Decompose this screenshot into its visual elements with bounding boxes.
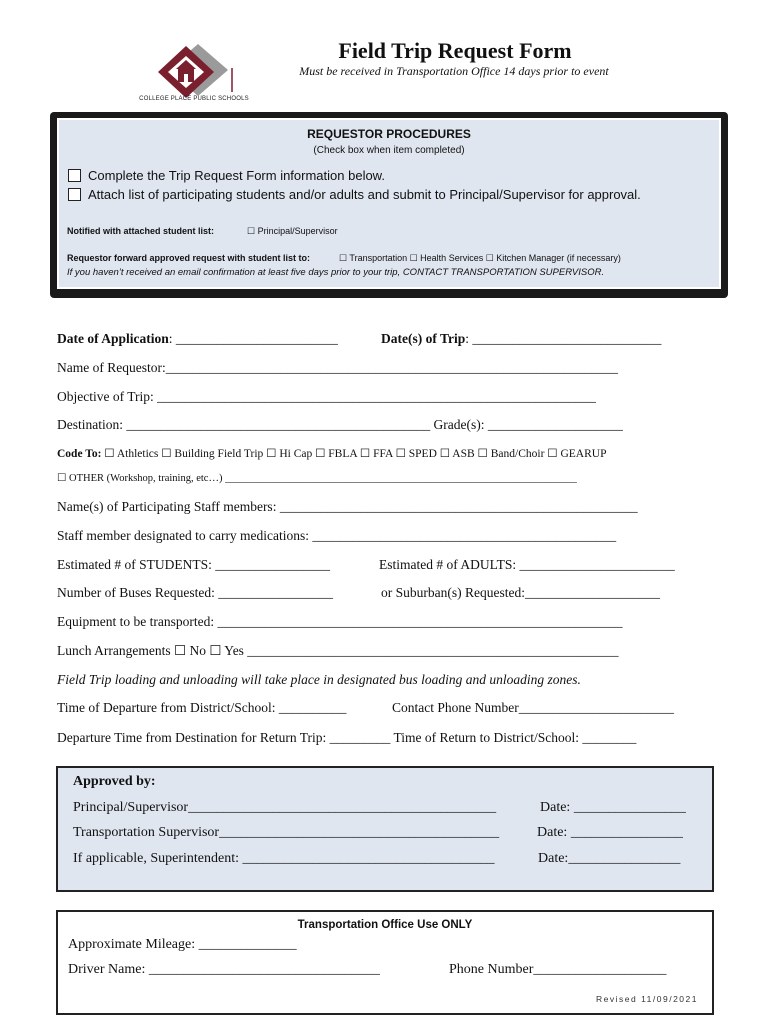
page-title: Field Trip Request Form bbox=[338, 38, 572, 63]
requestor-name-field[interactable]: Name of Requestor:___________________________________________________________________ bbox=[57, 360, 618, 375]
dates-of-trip-field[interactable] bbox=[381, 331, 661, 347]
transportation-signature-field[interactable]: Transportation Supervisor________________________________________ bbox=[73, 825, 500, 840]
date-of-application-label: Date of Application bbox=[57, 331, 169, 346]
loading-zone-note: Field Trip loading and unloading will take place in designated bus loading and unloading zones. bbox=[57, 672, 581, 687]
equipment-field[interactable]: Equipment to be transported: ____________________________________________________________ bbox=[57, 614, 623, 629]
destination-grade-field[interactable]: Destination: _____________________________________________ Grade(s): ____________________ bbox=[57, 417, 623, 432]
superintendent-date-field[interactable]: Date:________________ bbox=[538, 851, 681, 866]
approval-title: Approved by: bbox=[73, 774, 156, 789]
procedure-checkbox-1[interactable] bbox=[68, 169, 81, 182]
procedures-title: REQUESTOR PROCEDURES bbox=[307, 127, 471, 141]
mileage-field[interactable]: Approximate Mileage: ______________ bbox=[68, 937, 297, 952]
procedure-item-1: Complete the Trip Request Form information below. bbox=[88, 168, 385, 183]
contact-phone-field[interactable]: Contact Phone Number_______________________ bbox=[392, 700, 674, 715]
date-of-application-field[interactable] bbox=[57, 331, 338, 347]
code-to-label: Code To: bbox=[57, 448, 102, 460]
other-code-field[interactable]: ☐ OTHER (Workshop, training, etc…) ___________________________________________________________________ bbox=[57, 473, 577, 484]
confirmation-note: If you haven’t received an email confirmation at least five days prior to your trip, CONTACT TRANSPORTATION SUPERVISOR. bbox=[67, 267, 605, 278]
transportation-date-field[interactable]: Date: ________________ bbox=[537, 825, 683, 840]
date-of-application-blank[interactable]: : ________________________ bbox=[168, 331, 338, 346]
code-to-options[interactable]: ☐ Athletics ☐ Building Field Trip ☐ Hi Cap ☐ FBLA ☐ FFA ☐ SPED ☐ ASB ☐ Band/Choir ☐ GEARUP bbox=[104, 448, 607, 460]
lunch-arrangements-field[interactable]: Lunch Arrangements ☐ No ☐ Yes _______________________________________________________ bbox=[57, 643, 619, 658]
principal-date-field[interactable]: Date: ________________ bbox=[540, 800, 686, 815]
return-trip-times-field[interactable]: Departure Time from Destination for Return Trip: _________ Time of Return to District/School: ________ bbox=[57, 730, 637, 745]
notified-option[interactable]: ☐ Principal/Supervisor bbox=[247, 226, 338, 236]
dates-of-trip-label: Date(s) of Trip bbox=[381, 331, 466, 346]
driver-phone-field[interactable]: Phone Number___________________ bbox=[449, 962, 667, 977]
forward-label: Requestor forward approved request with student list to: bbox=[67, 253, 311, 263]
superintendent-signature-field[interactable]: If applicable, Superintendent: ____________________________________ bbox=[73, 851, 495, 866]
principal-signature-field[interactable]: Principal/Supervisor____________________________________________ bbox=[73, 800, 497, 815]
driver-name-field[interactable]: Driver Name: _________________________________ bbox=[68, 962, 380, 977]
notified-label: Notified with attached student list: bbox=[67, 226, 215, 236]
buses-requested-field[interactable]: Number of Buses Requested: _________________ bbox=[57, 585, 333, 600]
departure-time-field[interactable]: Time of Departure from District/School: __________ bbox=[57, 700, 347, 715]
suburbans-requested-field[interactable]: or Suburban(s) Requested:____________________ bbox=[381, 585, 660, 600]
office-use-title: Transportation Office Use ONLY bbox=[297, 919, 473, 931]
page-subtitle: Must be received in Transportation Office 14 days prior to event bbox=[299, 64, 609, 78]
staff-members-field[interactable]: Name(s) of Participating Staff members: _____________________________________________________ bbox=[57, 499, 638, 514]
procedure-checkbox-2[interactable] bbox=[68, 188, 81, 201]
procedure-item-2: Attach list of participating students and/or adults and submit to Principal/Supervisor for approval. bbox=[88, 187, 641, 202]
adults-count-field[interactable]: Estimated # of ADULTS: _______________________ bbox=[379, 557, 675, 572]
medications-staff-field[interactable]: Staff member designated to carry medications: _____________________________________________ bbox=[57, 528, 617, 543]
trip-objective-field[interactable]: Objective of Trip: _________________________________________________________________ bbox=[57, 389, 596, 404]
forward-options[interactable]: ☐ Transportation ☐ Health Services ☐ Kitchen Manager (if necessary) bbox=[339, 253, 621, 263]
code-to-row[interactable] bbox=[57, 446, 606, 460]
logo-text: COLLEGE PLACE PUBLIC SCHOOLS bbox=[139, 96, 249, 102]
revision-date: Revised 11/09/2021 bbox=[596, 994, 698, 1004]
students-count-field[interactable]: Estimated # of STUDENTS: _________________ bbox=[57, 557, 330, 572]
procedures-subtitle: (Check box when item completed) bbox=[313, 145, 465, 156]
dates-of-trip-blank[interactable]: : ____________________________ bbox=[465, 331, 662, 346]
